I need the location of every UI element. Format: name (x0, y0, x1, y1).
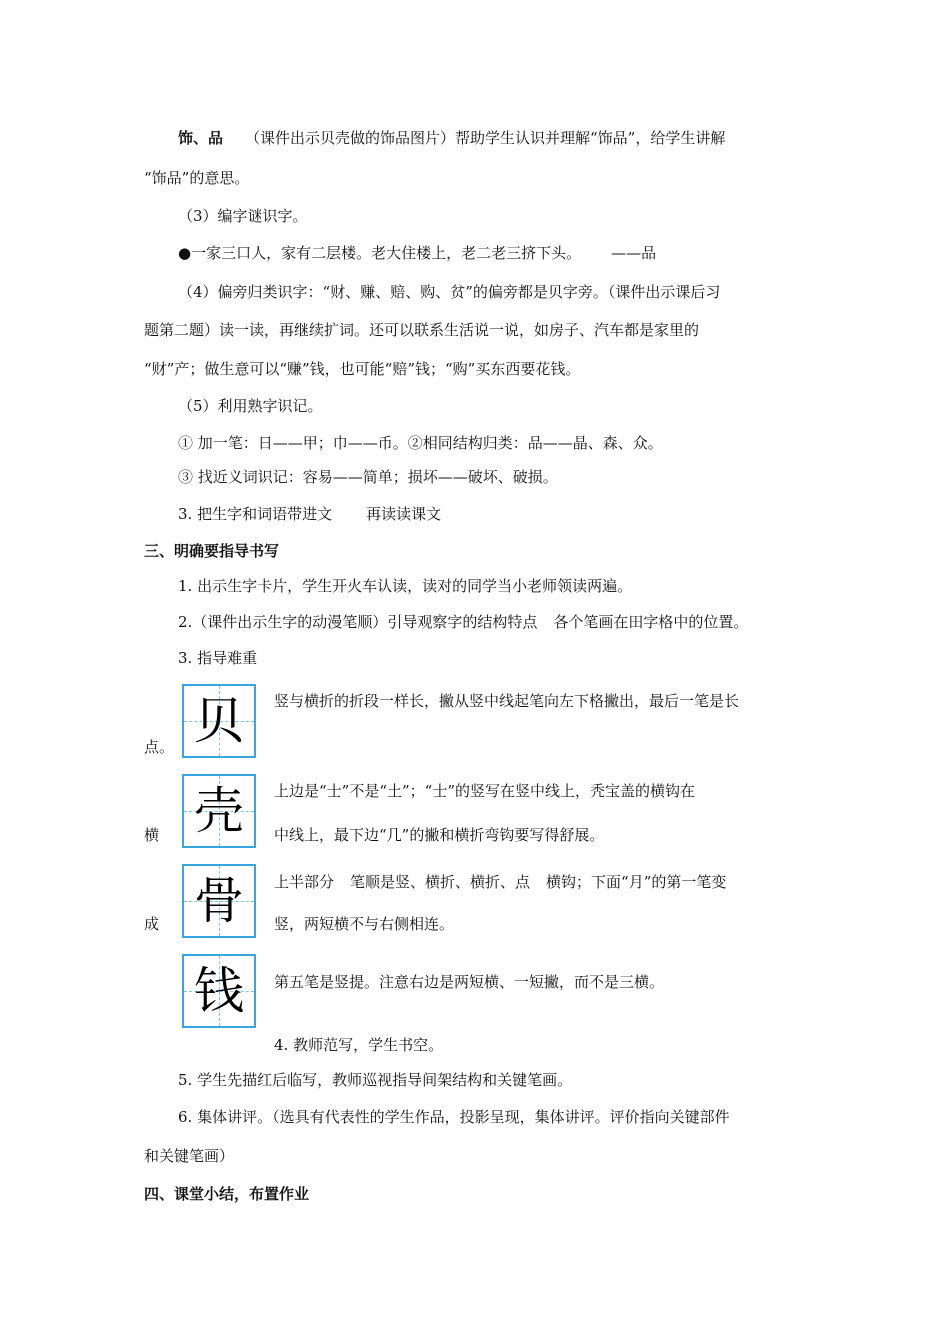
paragraph-decoration-line2: “饰品”的意思。 (144, 169, 250, 187)
writing-step-2 (178, 612, 748, 632)
method-synonym: ③ 找近义词识记：容易——简单；损坏——破坏、破损。 (178, 468, 558, 486)
paragraph-decoration-line1 (178, 128, 725, 148)
tianzi-grid-bei (182, 684, 256, 758)
riddle-line (178, 243, 656, 263)
step-4-line2: 题第二题）读一读，再继续扩词。还可以联系生活说一说，如房子、汽车都是家里的 (144, 321, 700, 339)
char-gu-note-a: 上半部分 (274, 873, 335, 891)
paragraph-text: （课件出示贝壳做的饰品图片）帮助学生认识并理解“饰品”，给学生讲解 (245, 129, 726, 147)
writing-step-5: 5. 学生先描红后临写，教师巡视指导间架结构和关键笔画。 (178, 1071, 573, 1089)
writing-step-2-a: 2.（课件出示生字的动漫笔顺）引导观察字的结构特点 (178, 613, 538, 631)
step-4-line1: （4）偏旁归类识字：“财、赚、赔、购、贫”的偏旁都是贝字旁。（课件出示课后习 (178, 283, 721, 301)
tianzi-grid-qian (182, 954, 256, 1028)
char-gu: 骨 (194, 872, 244, 930)
step-5-heading: （5）利用熟字识记。 (178, 397, 323, 415)
char-bei: 贝 (194, 692, 244, 750)
writing-step-2-b: 各个笔画在田字格中的位置。 (553, 613, 749, 631)
char-bei-note-line1: 竖与横折的折段一样长，撇从竖中线起笔向左下格撇出，最后一笔是长 (274, 692, 740, 710)
char-gu-note-b: 笔顺是竖、横折、横折、点 (350, 873, 531, 891)
char-ke-note-line2: 中线上，最下边“几”的撇和横折弯钩要写得舒展。 (274, 826, 605, 844)
step-3-read-text (178, 504, 441, 524)
writing-step-6-line2: 和关键笔画） (144, 1147, 235, 1165)
char-gu-note-line2: 竖，两短横不与右侧相连。 (274, 915, 455, 933)
char-qian: 钱 (194, 962, 244, 1020)
tianzi-grid-gu (182, 864, 256, 938)
char-gu-left-fragment: 成 (144, 915, 160, 933)
step-3-read-a: 3. 把生字和词语带进文 (178, 505, 333, 523)
writing-step-4: 4. 教师范写，学生书空。 (274, 1036, 444, 1054)
char-ke-note-line1: 上边是“士”不是“土”；“士”的竖写在竖中线上，秃宝盖的横钩在 (274, 782, 696, 800)
writing-step-1: 1. 出示生字卡片，学生开火车认读，读对的同学当小老师领读两遍。 (178, 577, 633, 595)
section-3-heading: 三、明确要指导书写 (144, 542, 280, 560)
tianzi-grid-ke (182, 774, 256, 848)
step-3-read-b: 再读读课文 (366, 505, 442, 523)
step-3-heading: （3）编字谜识字。 (178, 207, 308, 225)
riddle-answer: ——品 (611, 244, 657, 262)
writing-step-6-line1: 6. 集体讲评。（选具有代表性的学生作品，投影呈现，集体讲评。评价指向关键部件 (178, 1108, 730, 1126)
char-ke-left-fragment: 横 (144, 826, 160, 844)
char-gu-note-c: 横钩；下面“月”的第一笔变 (546, 873, 727, 891)
writing-step-3: 3. 指导难重 (178, 649, 258, 667)
step-4-line3: “财”产；做生意可以“赚”钱，也可能“赔”钱；“购”买东西要花钱。 (144, 360, 581, 378)
riddle-text: ●一家三口人，家有二层楼。老大住楼上，老二老三挤下头。 (178, 244, 582, 262)
method-add-stroke: ① 加一笔：日——甲；巾——币。②相同结构归类：品——晶、森、众。 (178, 434, 663, 452)
term-label: 饰、品 (178, 129, 224, 147)
section-4-heading: 四、课堂小结，布置作业 (144, 1185, 310, 1203)
char-bei-note-line2: 点。 (144, 738, 175, 756)
char-gu-note-line1 (274, 872, 726, 892)
char-ke: 壳 (194, 782, 244, 840)
char-qian-note-line1: 第五笔是竖提。注意右边是两短横、一短撇，而不是三横。 (274, 973, 665, 991)
